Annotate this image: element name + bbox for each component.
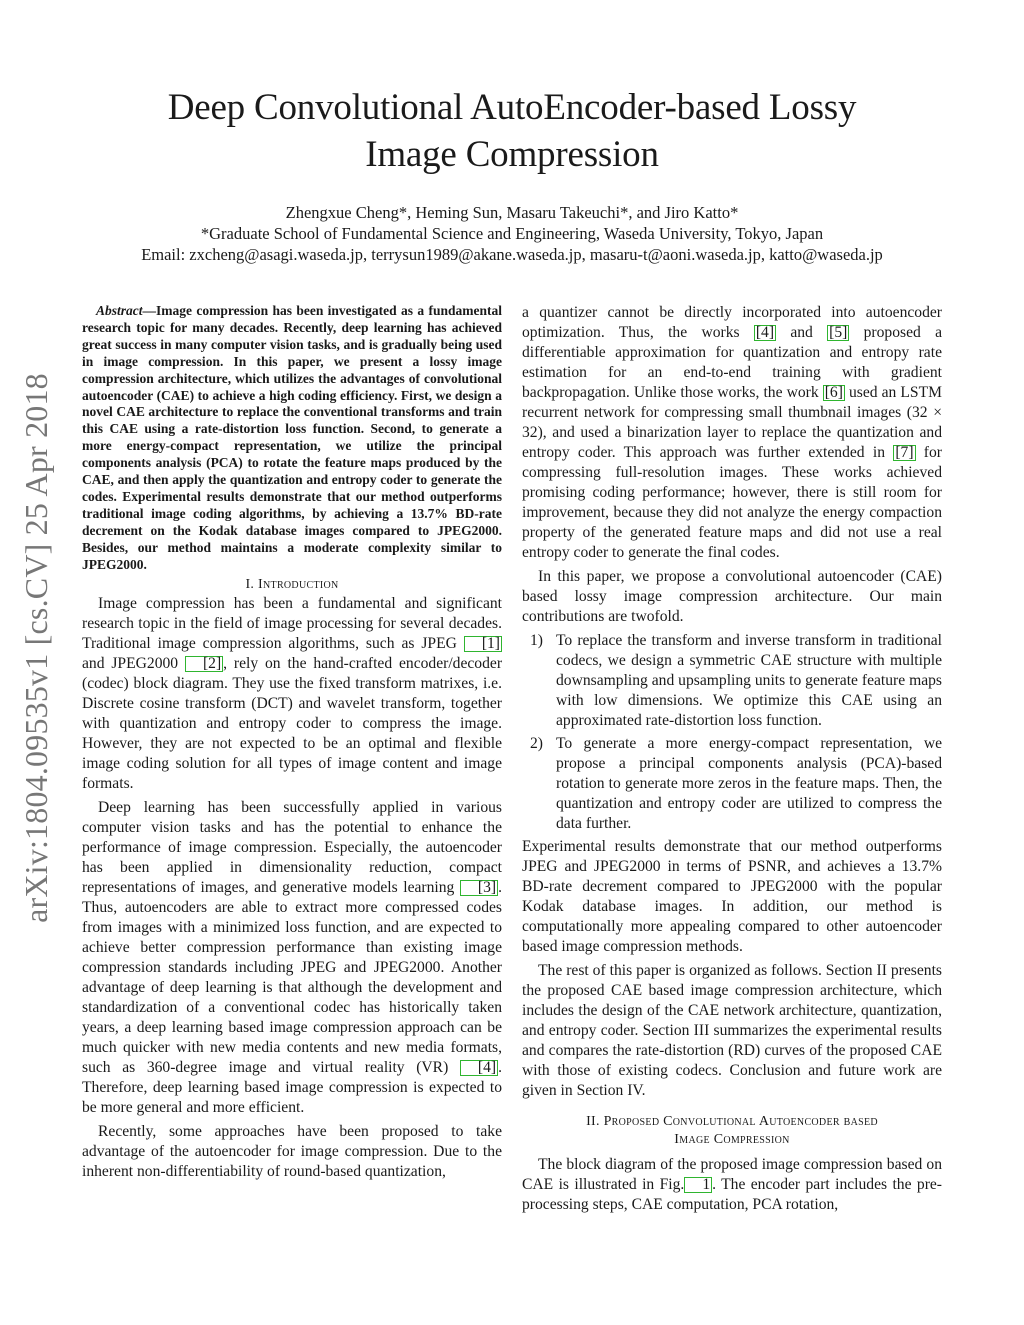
paper-title <box>0 84 1024 178</box>
citation-link[interactable]: [4] <box>460 1060 498 1076</box>
citation-link[interactable]: [7] <box>895 444 914 461</box>
intro-paragraph-5: In this paper, we propose a convolutional autoencoder (CAE) based lossy image compression architecture. Our main contributions are twofold. <box>522 568 942 625</box>
intro-paragraph-6: Experimental results demonstrate that our method outperforms JPEG and JPEG2000 in terms of PSNR, and achieves a 13.7% BD-rate decrement compared to JPEG2000 with the popular Kodak database images. In addition, our method is computationally more appealing compared to other autoencoder based image compression methods. <box>522 838 942 955</box>
text-run: . The encoder part includes the pre-processing steps, CAE computation, PCA rotation, <box>522 1176 943 1213</box>
list-item-text: To replace the transform and inverse transform in traditional codecs, we design a symmetric CAE structure with multiple downsampling and upsampling units to generate feature maps with low dimensions. We optimize this CAE using an approximated rate-distortion loss function. <box>556 632 942 729</box>
text-run: The block diagram of the proposed image compression based on CAE is illustrated in Fig. <box>522 1156 942 1193</box>
figure-link[interactable]: 1 <box>684 1177 712 1193</box>
section-heading-introduction <box>82 576 502 594</box>
citation-link[interactable]: [6] <box>824 384 843 401</box>
citation-link[interactable]: [4] <box>755 324 775 341</box>
abstract-text: —Image compression has been investigated as a fundamental research topic for many decades. Recently, deep learning has achieved great success in many computer vision tasks, and is gradually being used in image compression. In this paper, we present a lossy image compression architecture, which utilizes the advantages of convolutional autoencoder (CAE) to achieve a high coding efficiency. First, we design a novel CAE architecture to replace the conventional transforms and train this CAE using a rate-distortion loss function. Second, to generate a more energy-compact representation, we utilize the principal components analysis (PCA) to rotate the feature maps produced by the CAE, and then apply the quantization and entropy coder to generate the codes. Experimental results demonstrate that our method outperforms traditional image coding algorithms, by achieving a 13.7% BD-rate decrement on the Kodak database images compared to JPEG2000. Besides, our method maintains a moderate complexity similar to JPEG2000. <box>82 303 502 572</box>
section-heading-proposed <box>522 1113 942 1149</box>
text-run: a quantizer cannot be directly incorporated into autoencoder optimization. Thus, the works <box>522 304 942 341</box>
text-run: and <box>776 324 828 341</box>
abstract <box>82 303 502 574</box>
text-run: for compressing full-resolution images. These works achieved promising coding performance; however, there is still room for improvement, because they did not analyze the energy compaction property of the generated feature maps and did not use a real entropy coder to generate the final codes. <box>522 444 942 561</box>
arxiv-stamp: arXiv:1804.09535v1 [cs.CV] 25 Apr 2018 <box>18 373 54 923</box>
citation-link[interactable]: [1] <box>464 636 502 652</box>
citation-link[interactable]: [5] <box>829 324 848 341</box>
section-title-line1: II. Proposed Convolutional Autoencoder based <box>586 1114 878 1129</box>
author-emails: Email: zxcheng@asagi.waseda.jp, terrysun1989@akane.waseda.jp, masaru-t@aoni.waseda.jp, katto@waseda.jp <box>141 245 883 264</box>
intro-paragraph-2 <box>82 798 502 1118</box>
author-names: Zhengxue Cheng*, Heming Sun, Masaru Takeuchi*, and Jiro Katto* <box>285 203 739 222</box>
intro-paragraph-3: Recently, some approaches have been proposed to take advantage of the autoencoder for image compression. Due to the inherent non-differentiability of round-based quantization, <box>82 1122 502 1180</box>
abstract-label: Abstract <box>96 303 143 318</box>
intro-paragraph-7: The rest of this paper is organized as follows. Section II presents the proposed CAE based image compression architecture, which includes the design of the CAE network architecture, quantization, and entropy coder. Section III summarizes the experimental results and compares the rate-distortion (RD) curves of the proposed CAE with those of existing codecs. Conclusion and future work are given in Section IV. <box>522 962 942 1099</box>
text-run: . Therefore, deep learning based image compression is expected to be more general and more efficient. <box>82 1058 502 1116</box>
citation-link[interactable]: [3] <box>460 880 498 896</box>
section2-paragraph-1 <box>522 1155 942 1215</box>
list-item-text: To generate a more energy-compact representation, we propose a principal components analysis (PCA)-based rotation to generate more zeros in the feature maps. Then, the quantization and entropy coder are utilized to compress the data further. <box>556 735 942 832</box>
intro-paragraph-4 <box>522 303 942 563</box>
author-block <box>0 202 1024 265</box>
section-title-line2: Image Compression <box>674 1132 790 1147</box>
text-run: Deep learning has been successfully applied in various computer vision tasks and has the potential to enhance the performance of image compression. Especially, the autoencoder has been applied in dimensionality reduction, compact representations of images, and generative models learning <box>82 798 502 896</box>
list-item-number: 1) <box>530 632 543 649</box>
author-affiliation: *Graduate School of Fundamental Science and Engineering, Waseda University, Tokyo, Japan <box>200 224 824 243</box>
paper-title-line1: Deep Convolutional AutoEncoder-based Lossy <box>167 87 857 128</box>
right-column <box>522 303 942 1215</box>
intro-paragraph-1 <box>82 594 502 794</box>
text-run: , rely on the hand-crafted encoder/decoder (codec) block diagram. They use the fixed transform matrixes, i.e. Discrete cosine transform (DCT) and wavelet transform, together with quantization and entropy coder to compress the image. However, they are not expected to be an optimal and flexible image coding solution for all types of image content and image formats. <box>82 654 503 792</box>
contributions-list <box>522 631 942 834</box>
section-number: I. <box>245 576 255 592</box>
citation-link[interactable]: [2] <box>185 656 223 672</box>
list-item-number: 2) <box>530 735 543 752</box>
list-item <box>522 734 942 834</box>
text-run: proposed a differentiable approximation for quantization and entropy rate estimation for an end-to-end training with gradient backpropagation. Unlike those works, the work <box>522 324 942 401</box>
text-run: . Thus, autoencoders are able to extract more compressed codes from images with a minimized loss function, and are expected to achieve better compression performance than existing image compression standards including JPEG and JPEG2000. Another advantage of deep learning is that although the development and standardization of a conventional codec has historically taken years, a deep learning based image compression approach can be much quicker with new media contents and new media formats, such as 360-degree image and virtual reality (VR) <box>82 878 502 1076</box>
section-title: Introduction <box>258 576 339 592</box>
text-run: Image compression has been a fundamental and significant research topic in the field of image processing for several decades. Traditional image compression algorithms, such as JPEG <box>82 594 502 652</box>
left-column <box>82 303 502 1182</box>
text-run: used an LSTM recurrent network for compressing small thumbnail images (32 × 32), and used a binarization layer to replace the quantization and entropy coder. This approach was further extended in <box>522 384 942 461</box>
text-run: and JPEG2000 <box>82 654 185 672</box>
list-item <box>522 631 942 731</box>
paper-title-line2: Image Compression <box>365 134 659 175</box>
